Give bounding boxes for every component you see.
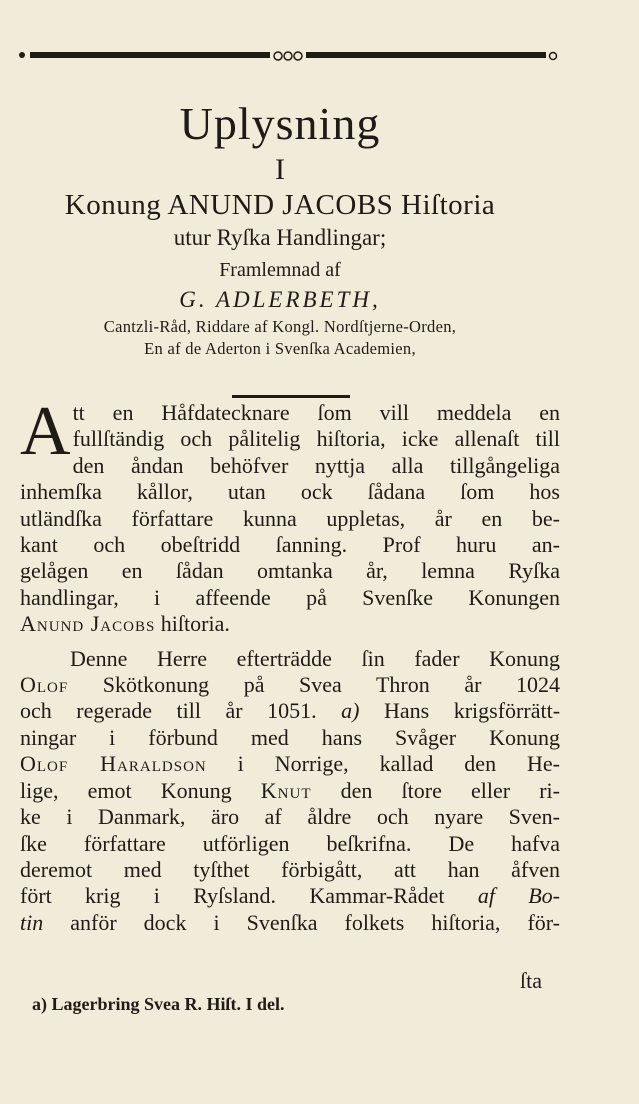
- text-fragment: fört krig i Ryſsland. Kammar-Rådet: [20, 883, 445, 909]
- paragraph-1: [20, 393, 560, 638]
- text-fragment: i Norrige, kallad den He-: [206, 751, 560, 777]
- text-line: handlingar, i affeende på Svenſke Konungen: [20, 584, 560, 610]
- text-line: [20, 910, 560, 936]
- text-fragment: den ſtore eller ri-: [311, 777, 560, 803]
- text-line: ningar i förbund med hans Svåger Konung: [20, 724, 560, 750]
- source-line: utur Ryſka Handlingar;: [173, 225, 387, 250]
- divider-rule: [232, 395, 350, 398]
- text-fragment: lige, emot Konung: [20, 777, 261, 803]
- footnote-ref: a): [316, 698, 360, 724]
- name-olof-haraldson: Olof Haraldson: [20, 751, 207, 777]
- text-line: ſke författare utförligen beſkrifna. De hafva: [20, 830, 560, 856]
- text-fragment: anför dock i Svenſka folkets hiſtoria, för-: [43, 909, 560, 935]
- text-line: [20, 698, 560, 724]
- text-line: tt en Håfdatecknare ſom vill meddela en: [72, 400, 560, 425]
- catchword: ſta: [520, 968, 542, 993]
- body-text: [20, 393, 561, 936]
- title-block: [0, 96, 560, 360]
- text-line: inhemſka kållor, utan ock ſådana ſom hos: [20, 479, 560, 505]
- author-titles-2: En af de Aderton i Svenſka Academien,: [144, 339, 416, 358]
- paragraph-2: [20, 646, 560, 936]
- title-numeral: I: [275, 153, 285, 186]
- text-line: deremot med tyſthet förbigått, att han åfven: [20, 856, 560, 882]
- text-line: Denne Herre efterträdde ſin fader Konung: [70, 645, 560, 671]
- name-anund-jacobs: Anund Jacobs: [20, 611, 156, 637]
- name-af-botin: af Bo-: [444, 883, 560, 909]
- footnote: a) Lagerbring Svea R. Hiſt. I del.: [32, 994, 285, 1014]
- text-line: [20, 883, 560, 909]
- header-ornament: [18, 48, 558, 62]
- text-line: kant och obeſtridd ſanning. Prof huru an-: [20, 532, 560, 558]
- text-line: ke i Danmark, äro af åldre och nyare Sven-: [20, 804, 560, 830]
- text-fragment: Skötkonung på Svea Thron år 1024: [68, 672, 560, 698]
- author-titles-1: Cantzli-Råd, Riddare af Kongl. Nordſtjerne-Orden,: [103, 317, 457, 336]
- presented-by: Framlemnad af: [219, 259, 341, 281]
- name-botin-end: tin: [20, 909, 44, 935]
- author-name: G. ADLERBETH,: [179, 287, 381, 312]
- name-knut: Knut: [260, 777, 312, 803]
- text-line: [20, 778, 560, 804]
- main-title: Uplysning: [179, 98, 381, 149]
- name-olof: Olof: [20, 672, 69, 698]
- text-line: [20, 751, 560, 777]
- subject-line: Konung ANUND JACOBS Hiſtoria: [64, 189, 496, 221]
- text-line: gelågen en ſådan omtanka år, lemna Ryſka: [20, 558, 560, 584]
- text-line: utländſka författare kunna uppletas, år en be-: [20, 505, 560, 531]
- drop-cap: A: [20, 393, 71, 470]
- text-fragment: hiſtoria.: [155, 611, 230, 637]
- text-fragment: Hans krigsförrätt-: [359, 698, 561, 724]
- text-line: [20, 611, 560, 637]
- text-fragment: och regerade till år 1051.: [20, 698, 317, 724]
- text-line: [20, 672, 560, 698]
- text-line: den åndan behöfver nyttja alla tillgångeliga: [72, 452, 560, 478]
- text-line: fullſtändig och pålitelig hiſtoria, icke allenaſt till: [72, 426, 560, 452]
